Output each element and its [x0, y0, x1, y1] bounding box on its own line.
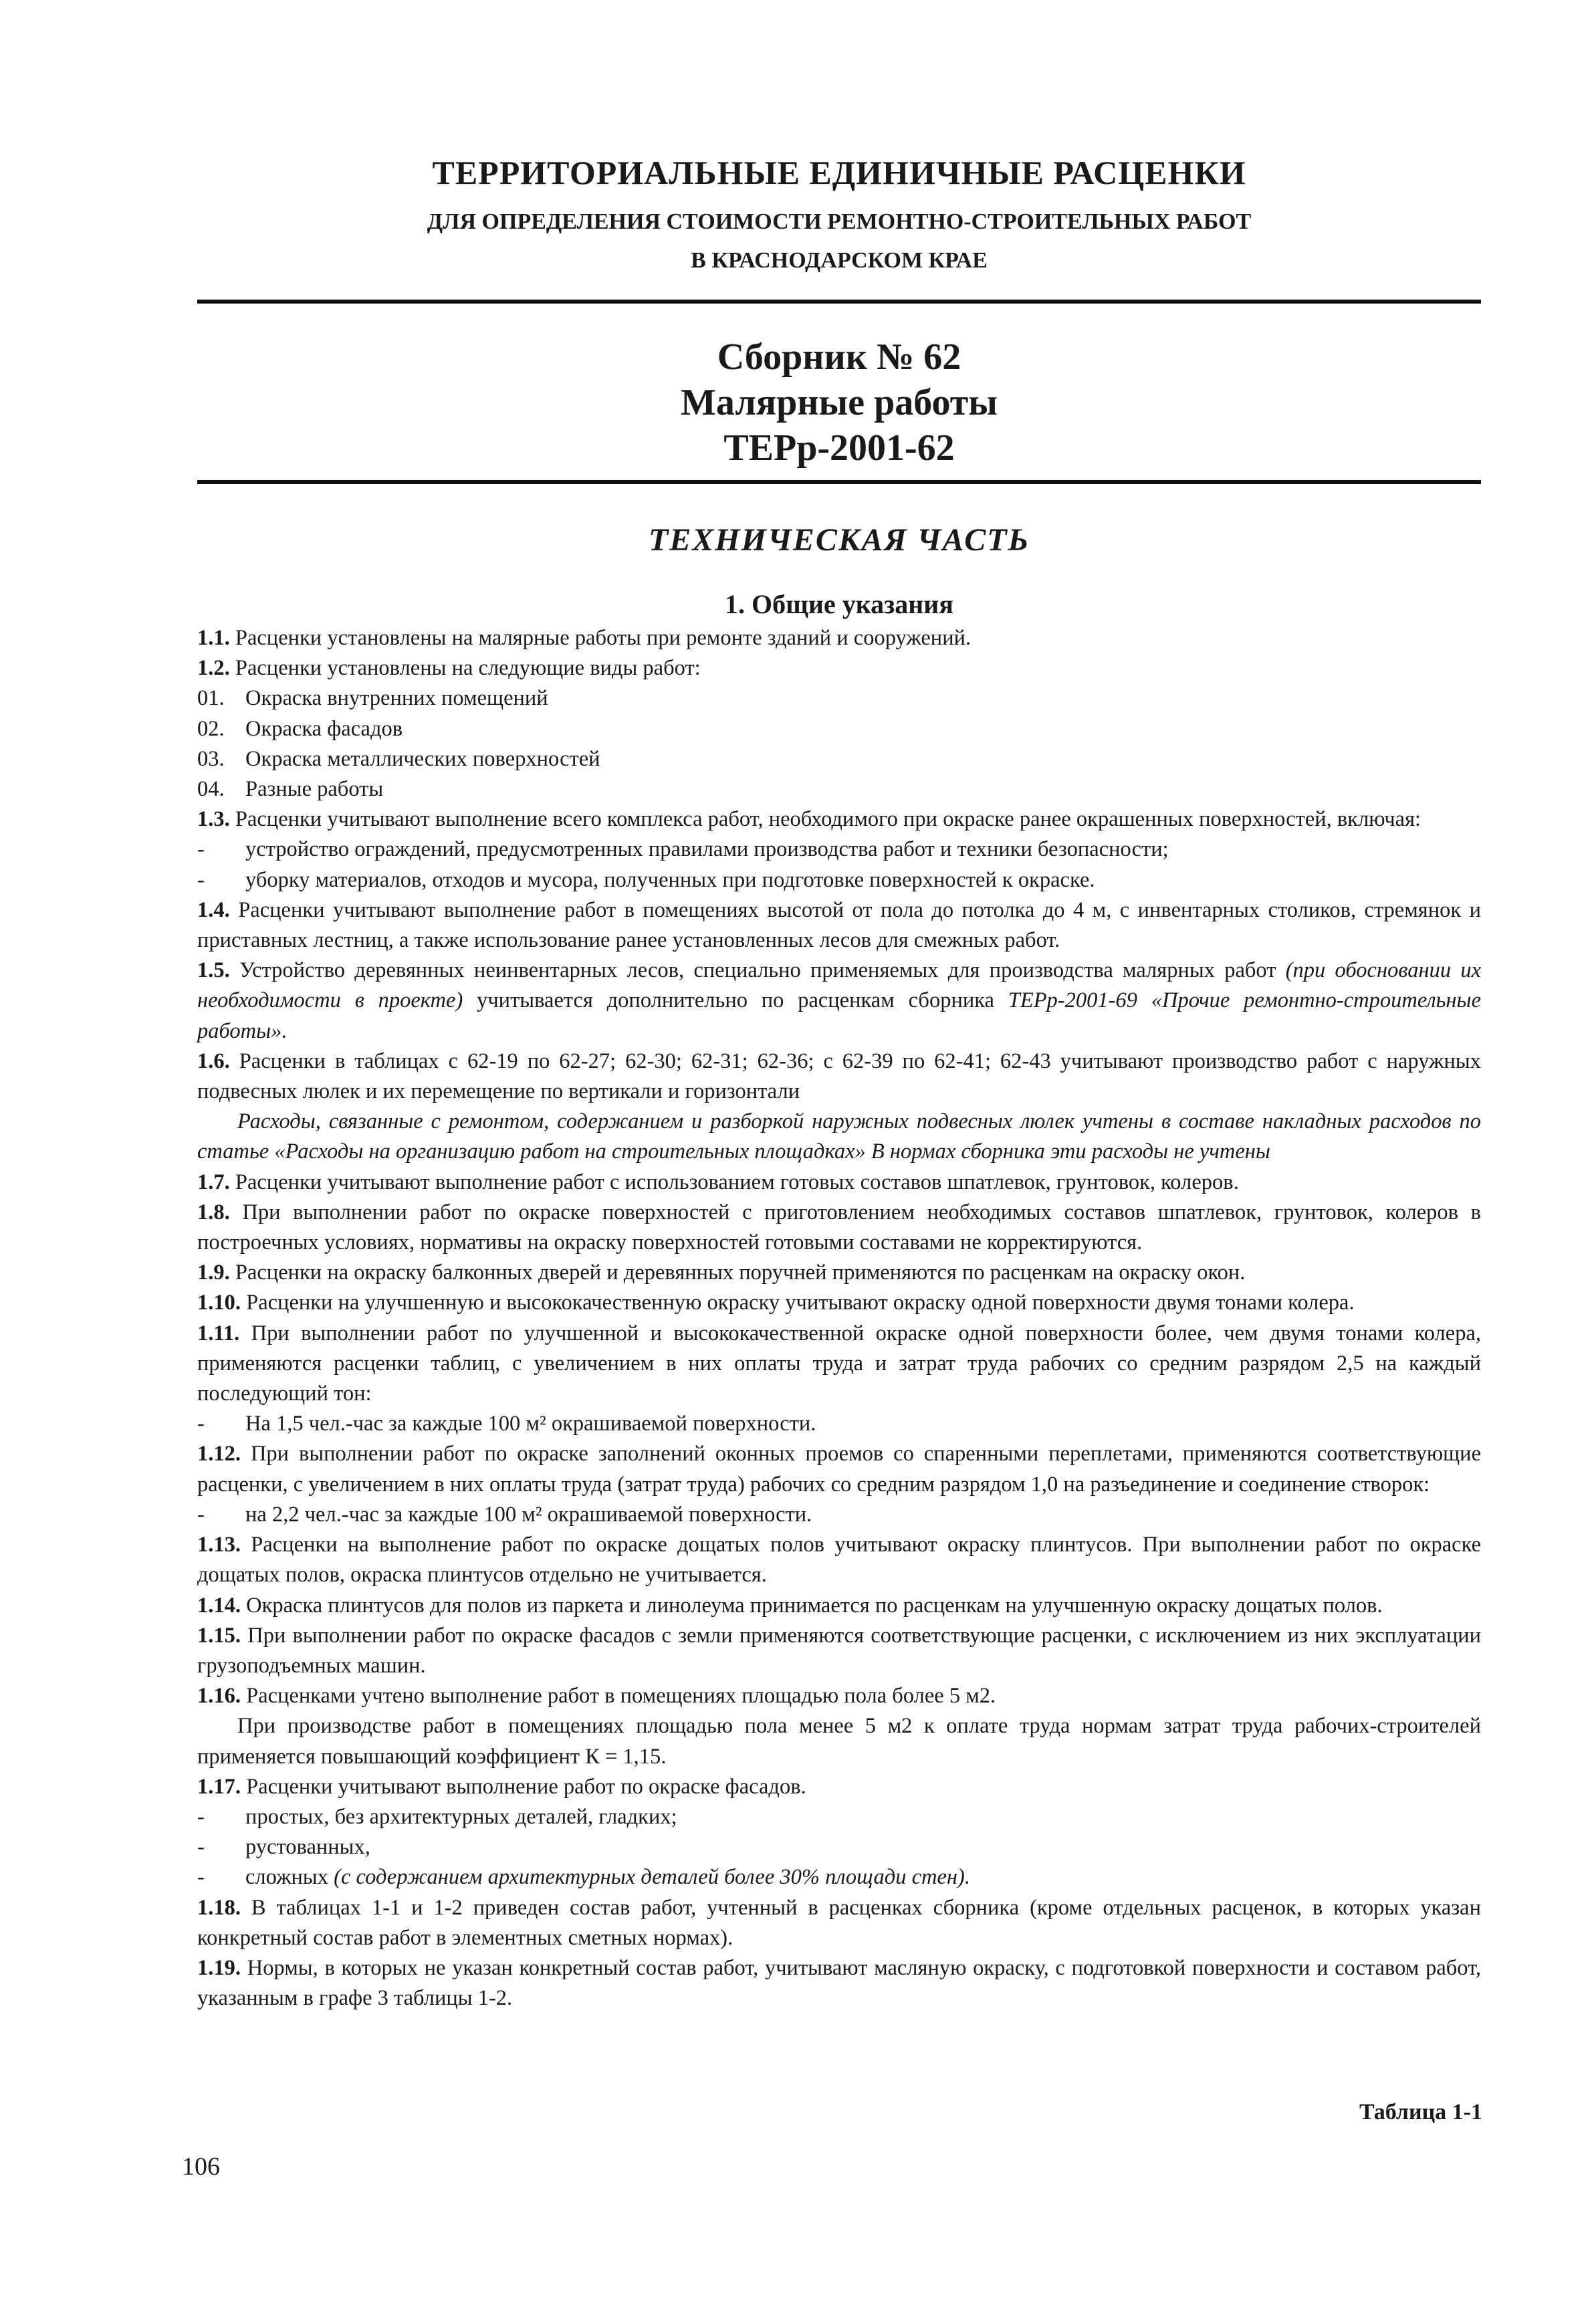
paragraph — [197, 1198, 1481, 1258]
paragraph — [197, 1591, 1481, 1621]
bullet-dash: - — [197, 1412, 205, 1436]
document-body — [197, 623, 1481, 2013]
paragraph-number: 1.15. — [197, 1623, 241, 1648]
collection-name: Малярные работы — [681, 382, 998, 423]
paragraph-text: Расценки учитывают выполнение всего комплекса работ, необходимого при окраске ранее окрашенных поверхностей, включая: — [235, 807, 1421, 832]
paragraph-text: Расценки учитывают выполнение работ по окраске фасадов. — [246, 1774, 806, 1799]
paragraph — [197, 804, 1481, 835]
paragraph-note: Расходы, связанные с ремонтом, содержанием и разборкой наружных подвесных люлек учтены в составе накладных расходов по статье «Расходы на организацию работ на строительных площадках» В нормах сборника эти расходы не учтены — [197, 1109, 1481, 1164]
paragraph-text: учитывается дополнительно по расценкам сборника — [463, 988, 1008, 1013]
section-heading: 1. Общие указания — [725, 589, 953, 619]
paragraph-number: 1.13. — [197, 1533, 241, 1557]
list-text: простых, без архитектурных деталей, гладких; — [245, 1804, 677, 1829]
collection-code: ТЕРр-2001-62 — [723, 427, 955, 469]
tech-part-heading: ТЕХНИЧЕСКАЯ ЧАСТЬ — [648, 522, 1030, 558]
paragraph-text: Расценки учитывают выполнение работ с использованием готовых составов шпатлевок, грунтовок, колеров. — [235, 1170, 1239, 1194]
paragraph-number: 1.7. — [197, 1170, 230, 1194]
document-title: ТЕРРИТОРИАЛЬНЫЕ ЕДИНИЧНЫЕ РАСЦЕНКИ — [432, 154, 1246, 191]
bullet-item — [197, 1832, 1481, 1862]
paragraph-number: 1.2. — [197, 656, 230, 681]
list-text: на 2,2 чел.-час за каждые 100 м² окрашиваемой поверхности. — [245, 1502, 812, 1527]
paragraph — [197, 1258, 1481, 1288]
paragraph-text: Расценки учитывают выполнение работ в помещениях высотой от пола до потолка до 4 м, с инвентарных столиков, стремянок и приставных лестниц, а также использование ранее установленных лесов для смежных работ. — [197, 897, 1482, 953]
paragraph-note: (при обосновании их необходимости в проекте) — [197, 958, 1482, 1013]
list-text-main: сложных — [245, 1865, 334, 1890]
list-code: 01. — [197, 686, 225, 711]
paragraph — [197, 956, 1481, 1047]
collection-number: Сборник № 62 — [717, 336, 961, 378]
paragraph-number: 1.1. — [197, 626, 230, 650]
paragraph-text: При выполнении работ по окраске фасадов с земли применяются соответствующие расценки, с исключением из них эксплуатации грузоподъемных машин. — [197, 1623, 1482, 1678]
document-subtitle: ДЛЯ ОПРЕДЕЛЕНИЯ СТОИМОСТИ РЕМОНТНО-СТРОИТЕЛЬНЫХ РАБОТ — [427, 209, 1252, 234]
page-number: 106 — [182, 2153, 220, 2181]
list-code: 02. — [197, 716, 225, 741]
list-item — [197, 774, 1481, 804]
paragraph-number: 1.18. — [197, 1895, 241, 1920]
paragraph — [197, 1621, 1481, 1681]
bullet-dash: - — [197, 1835, 205, 1860]
paragraph — [197, 1168, 1481, 1198]
paragraph-text: Нормы, в которых не указан конкретный состав работ, учитывают масляную окраску, с подготовкой поверхности и составом работ, указанным в графе 3 таблицы 1-2. — [197, 1955, 1481, 2011]
paragraph-number: 1.5. — [197, 958, 230, 983]
paragraph-text: Расценки на окраску балконных дверей и деревянных поручней применяются по расценкам на окраску окон. — [235, 1261, 1246, 1285]
paragraph-number: 1.3. — [197, 807, 230, 832]
paragraph-number: 1.14. — [197, 1593, 241, 1618]
bullet-item — [197, 865, 1481, 895]
list-text: устройство ограждений, предусмотренных правилами производства работ и техники безопасности; — [245, 837, 1169, 862]
paragraph-text: Расценки в таблицах с 62-19 по 62-27; 62-30; 62-31; 62-36; с 62-39 по 62-41; 62-43 учитывают производство работ с наружных подвесных люлек и их перемещение по вертикали и горизонтали — [197, 1049, 1481, 1104]
list-item — [197, 744, 1481, 774]
paragraph — [197, 895, 1481, 956]
bullet-item — [197, 835, 1481, 865]
paragraph-text: В таблицах 1-1 и 1-2 приведен состав работ, учтенный в расценках сборника (кроме отдельных расценок, в которых указан конкретный состав работ в элементных сметных нормах). — [197, 1895, 1481, 1950]
list-text: рустованных, — [245, 1835, 370, 1860]
paragraph — [197, 1772, 1481, 1802]
paragraph-reference: ТЕРр-2001-69 «Прочие ремонтно-строительные работы». — [197, 988, 1481, 1043]
bullet-item — [197, 1500, 1481, 1530]
bullet-dash: - — [197, 1865, 205, 1890]
paragraph-text: Окраска плинтусов для полов из паркета и линолеума принимается по расценкам на улучшенную окраску дощатых полов. — [246, 1593, 1383, 1618]
bullet-item — [197, 1409, 1481, 1439]
paragraph-number: 1.6. — [197, 1049, 230, 1073]
paragraph — [197, 623, 1481, 653]
bullet-dash: - — [197, 1502, 205, 1527]
paragraph — [197, 1288, 1481, 1318]
paragraph-text: Расценками учтено выполнение работ в помещениях площадью пола более 5 м2. — [246, 1684, 996, 1709]
bullet-dash: - — [197, 837, 205, 862]
paragraph-text: Устройство деревянных неинвентарных лесов, специально применяемых для производства малярных работ — [239, 958, 1286, 983]
bullet-item — [197, 1802, 1481, 1832]
table-label: Таблица 1-1 — [1359, 2100, 1482, 2124]
paragraph-number: 1.19. — [197, 1955, 241, 1980]
paragraph-number: 1.9. — [197, 1261, 230, 1285]
paragraph-text: Расценки установлены на следующие виды работ: — [235, 656, 701, 681]
list-text-note: (с содержанием архитектурных деталей более 30% площади стен). — [334, 1865, 970, 1890]
paragraph-text: При выполнении работ по окраске поверхностей с приготовлением необходимых составов шпатлевок, грунтовок, колеров в построечных условиях, нормативы на окраску поверхностей готовыми составами не корректируются. — [197, 1200, 1481, 1255]
paragraph-text: Расценки установлены на малярные работы при ремонте зданий и сооружений. — [235, 626, 972, 650]
paragraph-text: Расценки на выполнение работ по окраске дощатых полов учитывают окраску плинтусов. При выполнении работ по окраске дощатых полов, окраска плинтусов отдельно не учитывается. — [197, 1533, 1482, 1587]
list-text: Окраска металлических поверхностей — [245, 746, 600, 771]
list-item — [197, 714, 1481, 744]
header-divider — [197, 300, 1481, 304]
list-text: Разные работы — [245, 777, 384, 802]
collection-block — [197, 334, 1481, 471]
paragraph-text: При выполнении работ по улучшенной и высококачественной окраске одной поверхности более, чем двумя тонами колера, применяются расценки таблиц, с увеличением в них оплаты труда и затрат труда рабочих со средним разрядом 2,5 на каждый последующий тон: — [197, 1321, 1481, 1406]
list-text: Окраска внутренних помещений — [245, 686, 548, 711]
paragraph — [197, 1439, 1481, 1499]
list-text: Окраска фасадов — [245, 716, 403, 741]
list-code: 04. — [197, 777, 225, 802]
paragraph — [197, 1953, 1481, 2013]
list-text: На 1,5 чел.-час за каждые 100 м² окрашиваемой поверхности. — [245, 1412, 816, 1436]
bullet-dash: - — [197, 867, 205, 892]
paragraph — [197, 1530, 1481, 1590]
paragraph — [197, 1893, 1481, 1953]
paragraph-number: 1.10. — [197, 1291, 241, 1315]
paragraph — [197, 653, 1481, 683]
list-text — [245, 1862, 1481, 1892]
paragraph-text: Расценки на улучшенную и высококачественную окраску учитывают окраску одной поверхности двумя тонами колера. — [246, 1291, 1355, 1315]
list-text: уборку материалов, отходов и мусора, полученных при подготовке поверхностей к окраске. — [245, 867, 1095, 892]
paragraph — [197, 1047, 1481, 1107]
paragraph-number: 1.11. — [197, 1321, 240, 1345]
paragraph — [197, 1319, 1481, 1410]
paragraph-number: 1.4. — [197, 897, 230, 922]
list-code: 03. — [197, 746, 225, 771]
paragraph-continuation: При производстве работ в помещениях площадью пола менее 5 м2 к оплате труда нормам затрат труда рабочих-строителей применяется повышающий коэффициент К = 1,15. — [197, 1714, 1481, 1769]
collection-divider — [197, 480, 1481, 484]
document-region: В КРАСНОДАРСКОМ КРАЕ — [691, 248, 988, 273]
paragraph-number: 1.16. — [197, 1684, 241, 1709]
bullet-dash: - — [197, 1804, 205, 1829]
document-header — [197, 152, 1481, 276]
bullet-item — [197, 1862, 1481, 1892]
paragraph-number: 1.17. — [197, 1774, 241, 1799]
paragraph-number: 1.12. — [197, 1442, 241, 1466]
list-item — [197, 683, 1481, 714]
paragraph-number: 1.8. — [197, 1200, 230, 1224]
paragraph-text: При выполнении работ по окраске заполнений оконных проемов со спаренными переплетами, применяются соответствующие расценки, с увеличением в них оплаты труда (затрат труда) рабочих со средним разрядом 1,0 на разъединение и соединение створок: — [197, 1442, 1481, 1497]
paragraph — [197, 1681, 1481, 1711]
